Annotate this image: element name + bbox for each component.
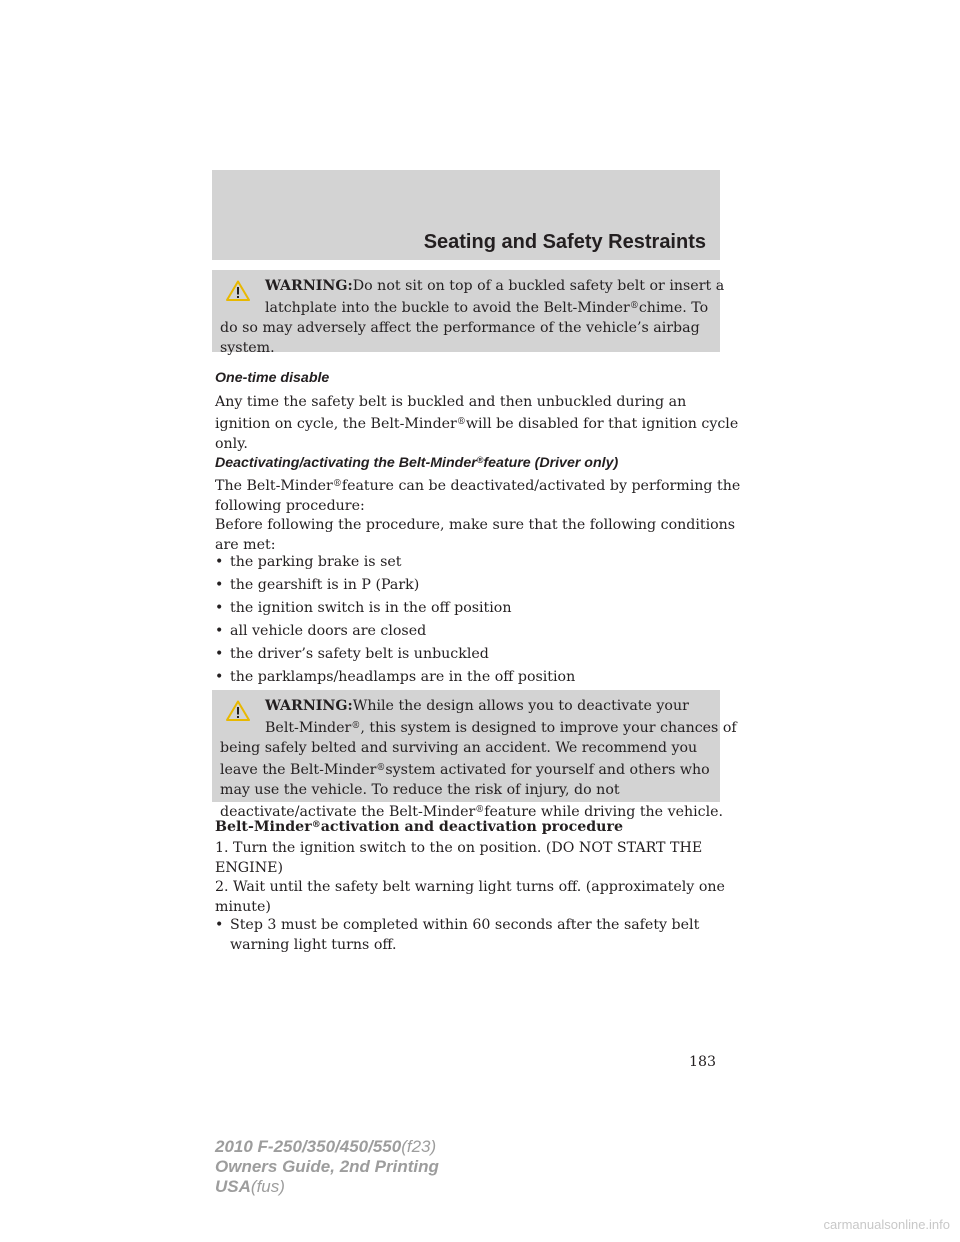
warning-label: WARNING:: [265, 698, 353, 714]
warning-line: leave the Belt-Minder®system activated for yourself and others who: [220, 762, 710, 778]
registered-mark: ®: [476, 455, 484, 465]
list-item: • the ignition switch is in the off position: [215, 600, 512, 616]
registered-mark: ®: [311, 820, 321, 830]
document-footer: 2010 F-250/350/450/550(f23) Owners Guide, 2nd Printing USA(fus): [215, 1137, 439, 1196]
procedure-step-2: 2. Wait until the safety belt warning light turns off. (approximately one minute): [215, 879, 725, 915]
registered-mark: ®: [456, 417, 466, 427]
registered-mark: ®: [629, 301, 639, 311]
section-header: [212, 170, 720, 260]
registered-mark: ®: [376, 763, 386, 773]
list-item: • the driver’s safety belt is unbuckled: [215, 646, 489, 662]
list-item: • the gearshift is in P (Park): [215, 577, 420, 593]
subheading-one-time-disable: One-time disable: [215, 370, 330, 386]
warning-triangle-icon: [226, 280, 250, 301]
warning-line: being safely belted and surviving an accident. We recommend you: [220, 740, 698, 756]
list-item: • all vehicle doors are closed: [215, 623, 427, 639]
paragraph-conditions: Before following the procedure, make sure that the following conditions are met:: [215, 517, 736, 553]
list-item: • the parklamps/headlamps are in the off position: [215, 669, 576, 685]
watermark: carmanualsonline.info: [823, 1217, 950, 1232]
procedure-bullet: • Step 3 must be completed within 60 seconds after the safety belt warning light turns off.: [215, 917, 700, 953]
paragraph-one-time-disable: Any time the safety belt is buckled and then unbuckled during an ignition on cycle, the Belt-Minder®will be disabled for that ignition cycle only.: [215, 394, 739, 452]
warning-line: Belt-Minder®, this system is designed to improve your chances of: [265, 720, 737, 736]
registered-mark: ®: [351, 721, 361, 731]
warning-line: WARNING:Do not sit on top of a buckled safety belt or insert a: [265, 278, 725, 294]
section-title: Seating and Safety Restraints: [423, 231, 706, 253]
subheading-deactivating: Deactivating/activating the Belt-Minder®feature (Driver only): [215, 455, 619, 471]
registered-mark: ®: [332, 479, 342, 489]
warning-line: may use the vehicle. To reduce the risk of injury, do not: [220, 782, 620, 798]
warning-line: do so may adversely affect the performance of the vehicle’s airbag: [220, 320, 700, 336]
subheading-procedure: Belt-Minder®activation and deactivation procedure: [215, 819, 624, 835]
warning-label: WARNING:: [265, 278, 353, 294]
warning-triangle-icon: [226, 700, 250, 721]
warning-line: deactivate/activate the Belt-Minder®feature while driving the vehicle.: [220, 804, 724, 820]
warning-line: WARNING:While the design allows you to deactivate your: [265, 698, 689, 714]
list-item: • the parking brake is set: [215, 554, 402, 570]
registered-mark: ®: [475, 805, 485, 815]
warning-box-deactivate: [212, 690, 737, 820]
warning-line: latchplate into the buckle to avoid the Belt-Minder®chime. To: [265, 300, 709, 316]
conditions-list: [215, 552, 575, 687]
warning-box-belt-chime: [212, 270, 725, 356]
paragraph-deactivating-intro: The Belt-Minder®feature can be deactivated/activated by performing the following procedure:: [215, 478, 741, 514]
page-number: 183: [689, 1054, 717, 1070]
procedure-step-1: 1. Turn the ignition switch to the on position. (DO NOT START THE ENGINE): [215, 840, 703, 876]
warning-line: system.: [220, 340, 275, 356]
